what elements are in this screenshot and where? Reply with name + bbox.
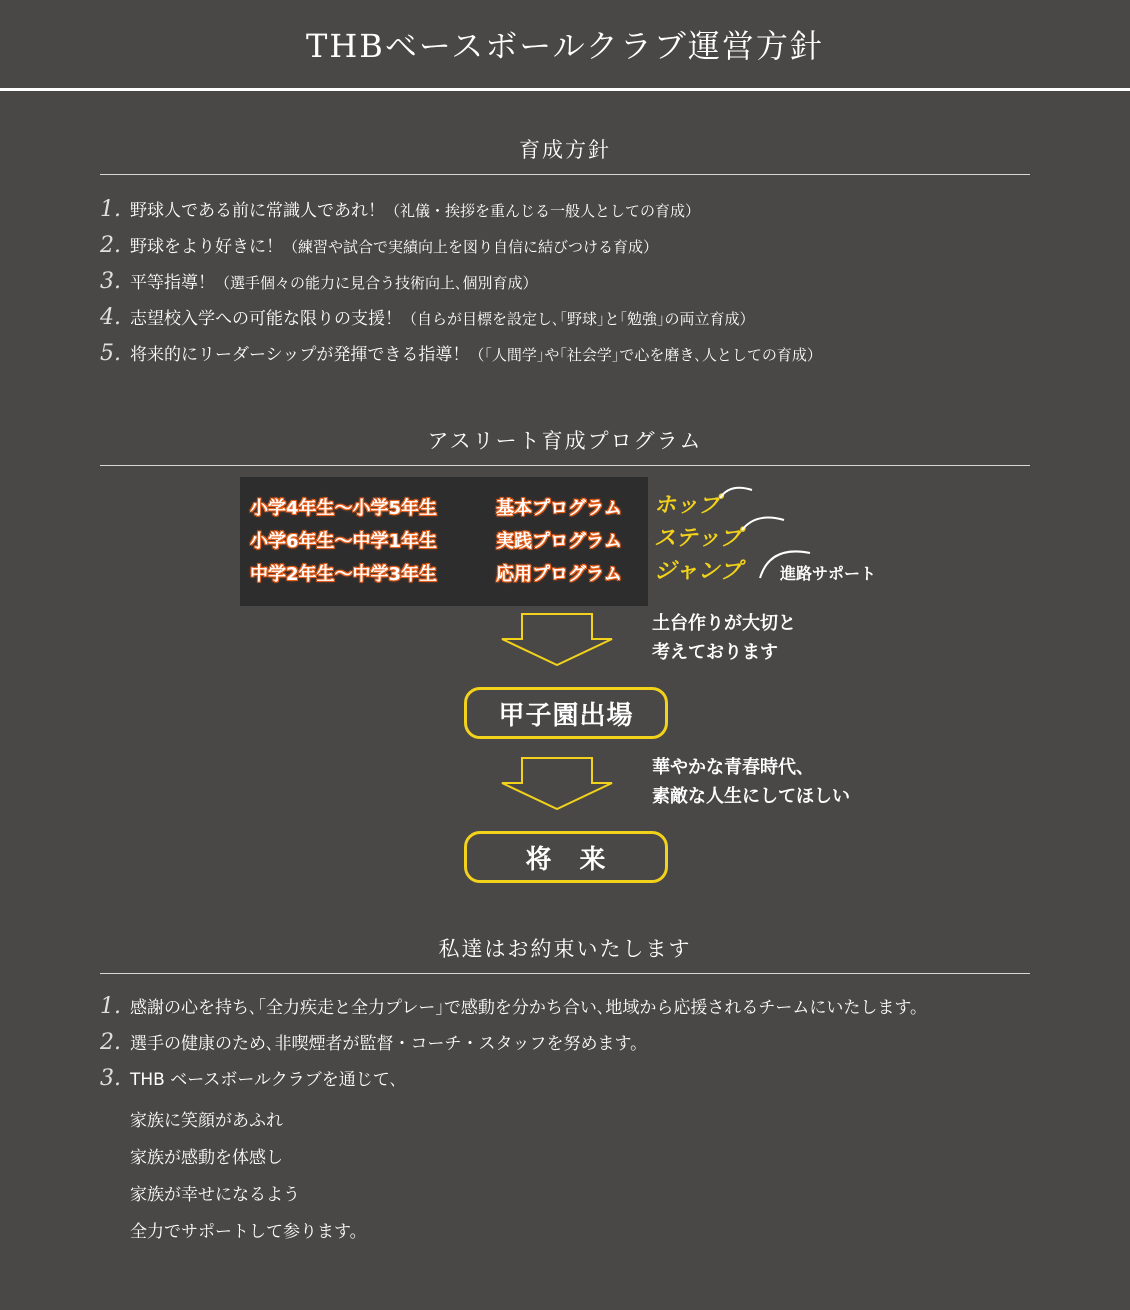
list-item: 2. 野球をより好きに！ （練習や試合で実績向上を図り自信に結びつける育成）	[100, 233, 659, 258]
foundation-note: 土台作りが大切と 考えております	[652, 613, 796, 663]
list-item: 3. THB ベースボールクラブを通じて､	[100, 1066, 399, 1091]
promise-list	[100, 993, 927, 1101]
stage-step: ステップ	[654, 526, 742, 551]
list-item: 1. 野球人である前に常識人であれ！ （礼儀・挨拶を重んじる一般人としての育成）	[100, 197, 701, 222]
koshien-goal-badge: 甲子園出場	[464, 687, 668, 739]
program-row: 小学4年生〜小学5年生 基本プログラム	[250, 498, 622, 519]
policy-section-title: 育成方針	[100, 134, 1030, 175]
youth-note: 華やかな青春時代、 素敵な人生にしてほしい	[652, 757, 850, 807]
program-row: 中学2年生〜中学3年生 応用プログラム	[250, 564, 622, 585]
list-item: 3. 平等指導！ （選手個々の能力に見合う技術向上､個別育成）	[100, 269, 538, 294]
program-row: 小学6年生〜中学1年生 実践プログラム	[250, 531, 622, 552]
list-item: 1. 感謝の心を持ち､｢全力疾走と全力プレー｣で感動を分かち合い､地域から応援されるチームにいたします。	[100, 994, 927, 1019]
jump-arcs-icon	[0, 0, 1130, 620]
list-item: 4. 志望校入学への可能な限りの支援！ （自らが目標を設定し､｢野球｣と｢勉強｣の両立育成）	[100, 305, 755, 330]
down-arrow-icon	[500, 757, 614, 811]
list-item: 5. 将来的にリーダーシップが発揮できる指導！ （｢人間学｣や｢社会学｣で心を磨き､人としての育成）	[100, 341, 822, 366]
page-title: THBベースボールクラブ運営方針	[306, 27, 824, 65]
down-arrow-icon	[500, 613, 614, 667]
promise-line: 家族が感動を体感し	[130, 1148, 283, 1168]
promise-section-title: 私達はお約束いたします	[100, 933, 1030, 974]
promise-line: 全力でサポートして参ります。	[130, 1222, 367, 1242]
promise-line: 家族に笑顔があふれ	[130, 1111, 283, 1131]
athlete-section-title: アスリート育成プログラム	[100, 425, 1030, 466]
stage-hop: ホップ	[654, 493, 721, 518]
stage-jump: ジャンプ	[654, 559, 742, 584]
career-support-label: 進路サポート	[780, 564, 877, 583]
future-goal-badge: 将 来	[464, 831, 668, 883]
list-item: 2. 選手の健康のため､非喫煙者が監督・コーチ・スタッフを努めます。	[100, 1030, 648, 1055]
promise-line: 家族が幸せになるよう	[130, 1185, 300, 1205]
